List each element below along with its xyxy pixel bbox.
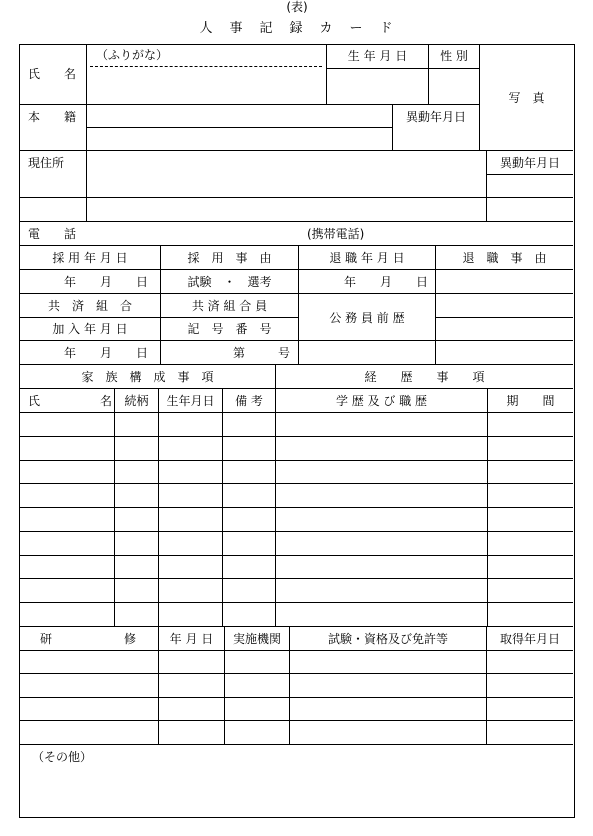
address-change-label: 異動年月日 [499, 156, 560, 170]
career-col-period: 期 間 [506, 394, 555, 408]
form-title: 人 事 記 録 カ ー ド [199, 21, 395, 36]
name-label: 氏 名 [28, 67, 77, 81]
photo-label: 写 真 [508, 91, 545, 105]
mutual-label: 共 済 組 合 [47, 299, 132, 313]
training-col-training: 研 修 [40, 632, 137, 646]
hire-reason-label: 採 用 事 由 [187, 251, 272, 265]
family-table-body[interactable] [21, 413, 274, 625]
family-col-relation: 続柄 [124, 394, 149, 408]
address-field[interactable] [88, 152, 484, 220]
training-table-body[interactable] [21, 651, 572, 743]
retire-reason-field[interactable] [437, 271, 572, 292]
birthdate-field[interactable] [328, 70, 427, 103]
name-field[interactable] [88, 69, 324, 103]
photo-area[interactable] [481, 46, 572, 149]
dai-label: 第 [233, 346, 246, 360]
retire-date-label: 退 職 年 月 日 [329, 251, 405, 265]
phone-label: 電 話 [28, 227, 77, 241]
career-section-title: 経 歴 事 項 [364, 370, 485, 384]
code-number-label: 記 号 番 号 [187, 322, 272, 336]
training-col-org: 実施機関 [232, 632, 281, 646]
furigana-dashed-line [90, 66, 322, 67]
mutual-member-label: 共 済 組 合 員 [191, 299, 268, 313]
domicile-change-label: 異動年月日 [405, 110, 466, 124]
code-number-field[interactable] [162, 342, 296, 363]
domicile-label: 本 籍 [28, 110, 77, 124]
other-field[interactable] [24, 768, 572, 816]
civil-history-field[interactable] [437, 295, 572, 363]
address-change-field[interactable] [488, 176, 572, 220]
sex-field[interactable] [430, 70, 478, 103]
mobile-label: (携帯電話) [307, 227, 365, 241]
training-col-date: 取得年月日 [499, 632, 560, 646]
other-label: （その他） [32, 750, 93, 764]
retire-reason-label: 退 職 事 由 [462, 251, 547, 265]
exam-select-label[interactable]: 試験 ・ 選考 [187, 275, 272, 289]
furigana-input[interactable] [90, 52, 326, 66]
join-date-label: 加 入 年 月 日 [52, 322, 128, 336]
career-col-history: 学 歴 及 び 職 歴 [335, 394, 428, 408]
hire-ymd[interactable]: 年 月 日 [64, 275, 149, 289]
civil-history-label: 公 務 員 前 歴 [329, 311, 405, 325]
domicile-change-field[interactable] [394, 129, 478, 149]
domicile-field[interactable] [88, 106, 390, 149]
family-col-name: 氏 名 [28, 394, 113, 408]
birthdate-label: 生 年 月 日 [347, 49, 408, 63]
family-col-note: 備 考 [235, 394, 263, 408]
family-col-birth: 生年月日 [166, 394, 215, 408]
sex-label: 性 別 [440, 49, 468, 63]
join-ymd[interactable]: 年 月 日 [64, 346, 149, 360]
go-label: 号 [278, 346, 291, 360]
mobile-field[interactable] [380, 223, 572, 244]
training-col-exam: 試験・資格及び免許等 [327, 632, 448, 646]
career-table-body[interactable] [277, 413, 572, 625]
family-section-title: 家 族 構 成 事 項 [81, 370, 214, 384]
retire-ymd[interactable]: 年 月 日 [344, 275, 429, 289]
furigana-label: （ふりがな） [96, 48, 169, 62]
address-label: 現住所 [28, 156, 65, 170]
form-side-label: (表) [286, 0, 308, 14]
training-col-ymd: 年 月 日 [169, 632, 214, 646]
phone-field[interactable] [88, 223, 298, 244]
hire-date-label: 採 用 年 月 日 [52, 251, 128, 265]
